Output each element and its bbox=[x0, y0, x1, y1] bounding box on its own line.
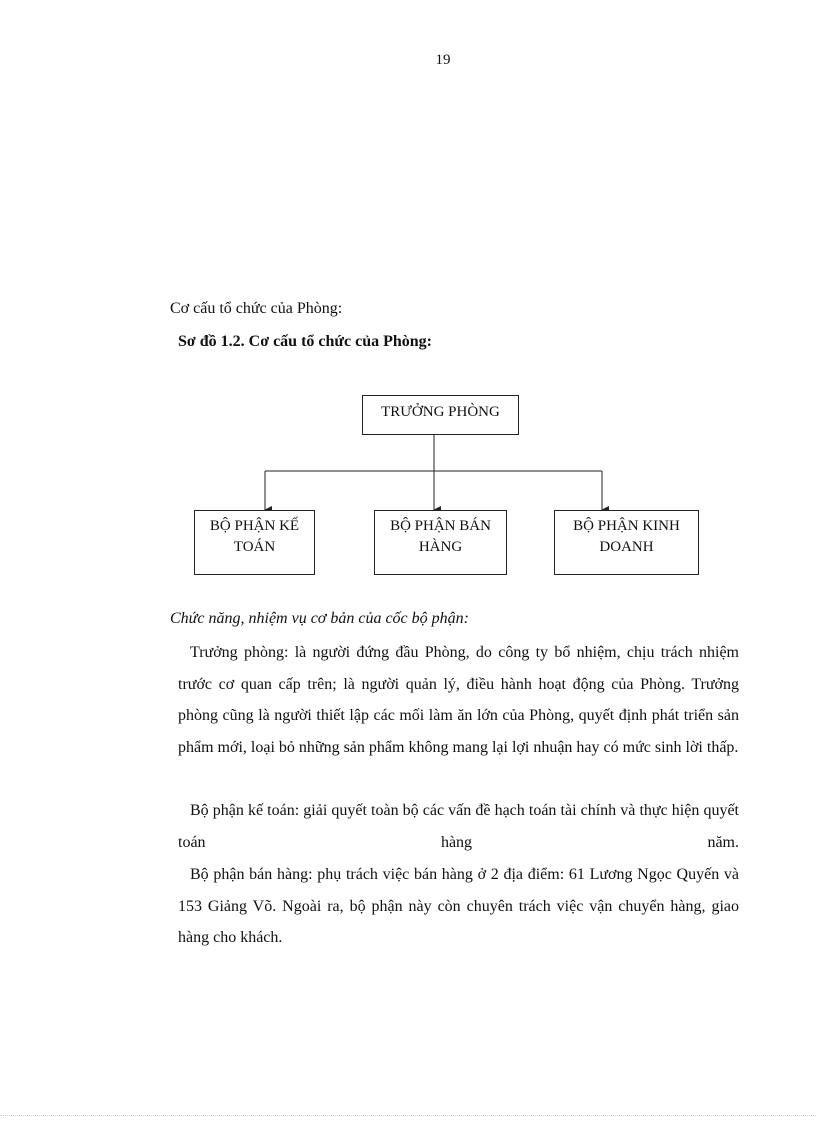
paragraph-sales: Bộ phận bán hàng: phụ trách việc bán hàng ở 2 địa điểm: 61 Lương Ngọc Quyến và 153 Giảng Võ. Ngoài ra, bộ phận này còn chuyên trách việc vận chuyển hàng, giao hàng cho khách. bbox=[178, 866, 739, 946]
org-box-business-line2: DOANH bbox=[599, 539, 654, 555]
org-box-business bbox=[554, 510, 699, 575]
page-number: 19 bbox=[435, 52, 451, 68]
org-box-sales bbox=[374, 510, 507, 575]
org-box-accounting-line2: TOÁN bbox=[233, 539, 276, 555]
paragraph-head-of-department: Trưởng phòng: là người đứng đầu Phòng, do công ty bổ nhiệm, chịu trách nhiệm trước cơ quan cấp trên; là người quản lý, điều hành hoạt động của Phòng. Trưởng phòng cũng là người thiết lập các mối làm ăn lớn của Phòng, quyết định phát triển sản phẩm mới, loại bỏ những sản phẩm không mang lại lợi nhuận hay có mức sinh lời thấp. bbox=[178, 644, 739, 756]
org-box-sales-line1: BỘ PHẬN BÁN bbox=[390, 518, 491, 534]
org-box-accounting-line1: BỘ PHẬN KẾ bbox=[209, 518, 300, 534]
intro-text: Cơ cấu tổ chức của Phòng: bbox=[170, 300, 343, 317]
org-box-accounting bbox=[194, 510, 315, 575]
org-box-business-line1: BỘ PHẬN KINH bbox=[573, 518, 680, 534]
org-box-sales-line2: HÀNG bbox=[418, 539, 463, 555]
org-box-head-label: TRƯỞNG PHÒNG bbox=[381, 404, 500, 420]
diagram-caption: Sơ đồ 1.2. Cơ cấu tổ chức của Phòng: bbox=[178, 333, 432, 350]
paragraph-accounting: Bộ phận kế toán: giải quyết toàn bộ các vấn đề hạch toán tài chính và thực hiện quyết toán hàng năm. bbox=[178, 802, 739, 851]
page-bottom-divider bbox=[0, 1115, 816, 1116]
org-box-head bbox=[362, 395, 519, 435]
section-title: Chức năng, nhiệm vụ cơ bản của cốc bộ phận: bbox=[170, 610, 469, 627]
